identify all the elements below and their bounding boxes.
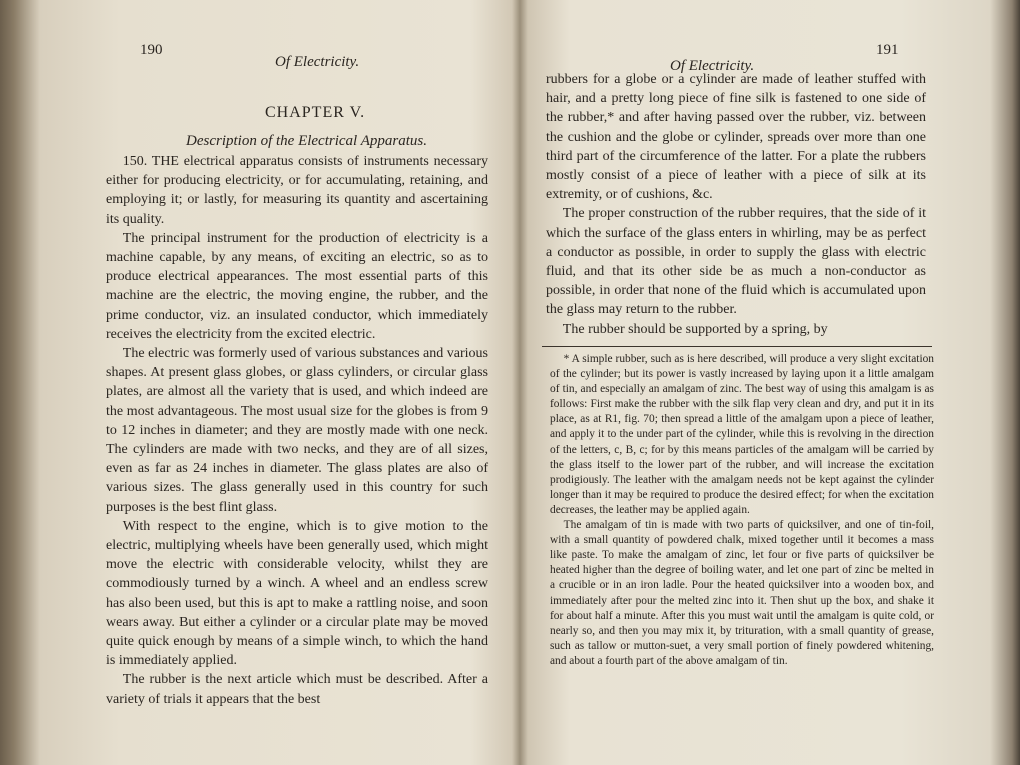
- paragraph: With respect to the engine, which is to give motion to the electric, multiplying wheels have been generally used, which might move the electric with considerable velocity, whilst they are commodiously turned by a winch. A wheel and an endless screw has also been used, but this is apt to make a rattling noise, and soon wears away. But either a cylinder or a circular plate may be moved quite quick enough by means of a simple winch, to which the hand is immediately applied.: [106, 518, 488, 669]
- left-page: [40, 0, 510, 765]
- running-head: Of Electricity.: [670, 58, 755, 74]
- footnote-rule: [542, 346, 932, 347]
- footnotes: [550, 352, 934, 669]
- running-head: Of Electricity.: [275, 54, 360, 70]
- paragraph: The proper construction of the rubber requires, that the side of it which the surface of the glass enters in whirling, may be as perfect a conductor as possible, in order to supply the glass with electric fluid, and that its other side be as much a non-conductor as possible, in order that none of the fluid which is accumulated upon the glass may return to the rubber.: [546, 206, 926, 318]
- chapter-heading: CHAPTER V.: [265, 104, 366, 121]
- page-number: 190: [140, 42, 163, 58]
- paragraph: 150. THE electrical apparatus consists of instruments necessary either for producing electricity, or for accumulating, retaining, and employing it; or lastly, for measuring its quantity and ascertaining its quality.: [106, 154, 488, 227]
- body-text: [546, 70, 926, 339]
- section-title: Description of the Electrical Apparatus.: [186, 133, 427, 149]
- paragraph: The rubber is the next article which must be described. After a variety of trials it appears that the best: [106, 672, 488, 707]
- paragraph: The electric was formerly used of various substances and various shapes. At present glass globes, or glass cylinders, or circular glass plates, are almost all the variety that is used, and which indeed are the most advantageous. The most usual size for the globes is from 9 to 12 inches in diameter; and they are mostly made with one neck. The cylinders are made with two necks, and they are of all sizes, even as far as 24 inches in diameter. The glass plates are also of various sizes. The glass generally used in this country for such purposes is the best flint glass.: [106, 346, 488, 515]
- paragraph: The rubber should be supported by a spring, by: [562, 321, 828, 337]
- footnote: * A simple rubber, such as is here described, will produce a very slight excitation of the cylinder; but its power is vastly increased by laying upon it a little amalgam of tin, and especially an amalgam of zinc. The best way of using this amalgam is as follows: First make the rubber with the silk flap very clean and dry, and put it in its place, as at R1, fig. 70; then spread a little of the amalgam upon a piece of leather, and apply it to the under part of the cylinder, while this is revolving in the direction of the letters, c, B, c; for by this means particles of the amalgam will be carried by the glass itself to the lower part of the rubber, and will increase the excitation prodigiously. The leather with the amalgam needs not be kept against the cylinder longer than it may be required to produce the desired effect; for when the excitation decreases, the leather may be applied again.: [550, 353, 934, 516]
- footnote-continuation: The amalgam of tin is made with two parts of quicksilver, and one of tin-foil, with a small quantity of powdered chalk, mixed together until it becomes a mass like paste. To make the amalgam of zinc, let four or five parts of quicksilver be heated higher than the degree of boiling water, and let one part of zinc be melted in a crucible or in an iron ladle. Pour the heated quicksilver into a wooden box, and immediately after pour the melted zinc into it. Then shut up the box, and shake it for about half a minute. After this you must wait until the amalgam is quite cold, or nearly so, and then you may mix it, by trituration, with a small quantity of grease, such as tallow or mutton-suet, a very small portion of finely powdered whitening, and about a fourth part of the above amalgam of tin.: [550, 519, 934, 667]
- paragraph: rubbers for a globe or a cylinder are made of leather stuffed with hair, and a pretty long piece of fine silk is fastened to one side of the rubber,* and after having passed over the rubber, viz. between the cushion and the globe or cylinder, spreads over more than one third part of the circumference of the latter. For a plate the rubbers mostly consist of a piece of leather with a piece of silk at its extremity, or of cushions, &c.: [546, 72, 926, 203]
- body-text: [106, 152, 488, 709]
- page-number: 191: [876, 42, 899, 58]
- paragraph: The principal instrument for the production of electricity is a machine capable, by any means, of exciting an electric, so as to produce electrical appearances. The most essential parts of this machine are the electric, the moving engine, the rubber, and the prime conductor, viz. an insulated conductor, which immediately receives the electricity from the excited electric.: [106, 230, 488, 342]
- right-page: [528, 0, 998, 765]
